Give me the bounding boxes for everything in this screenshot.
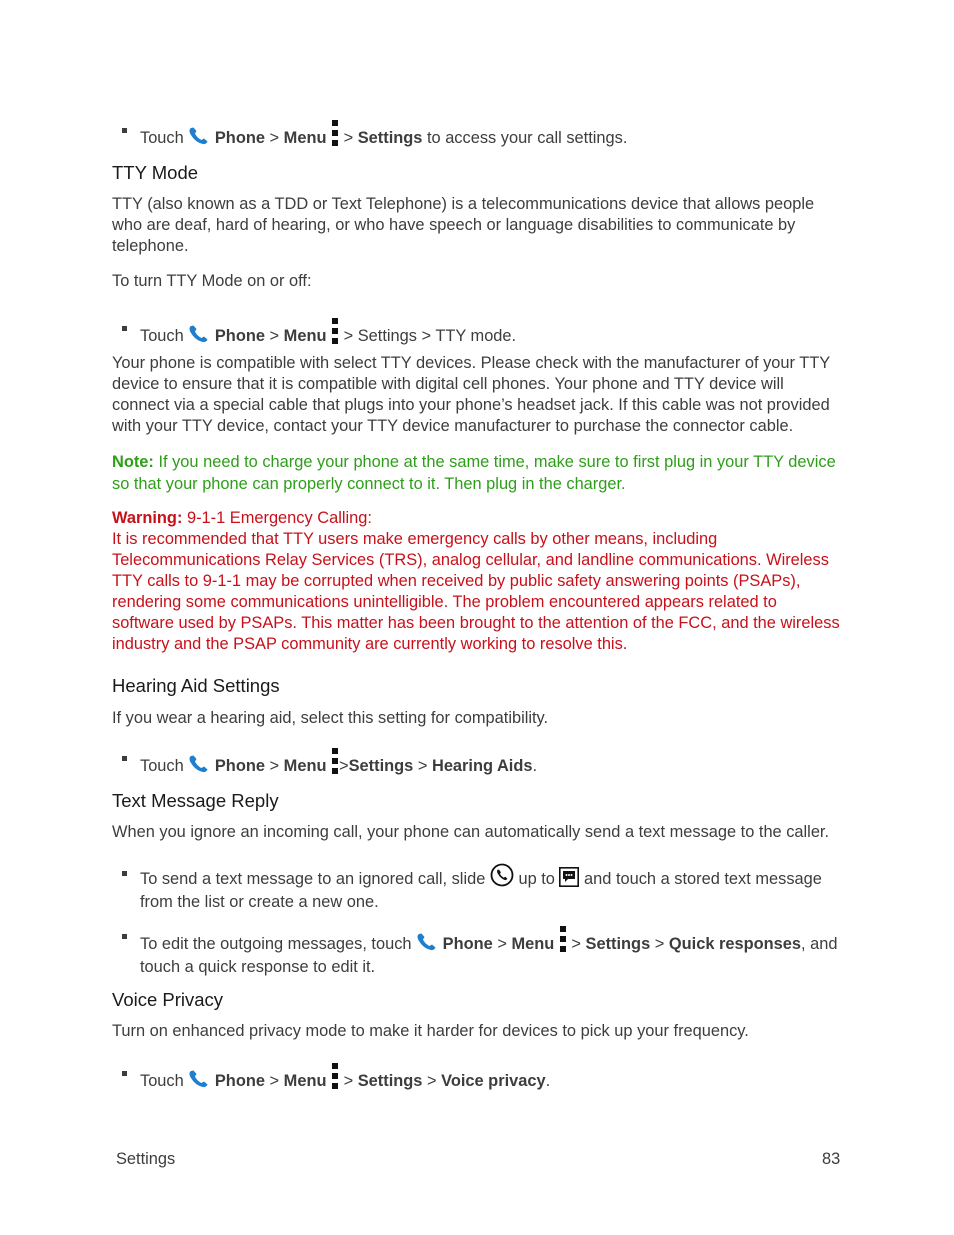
paragraph: To turn TTY Mode on or off: — [112, 272, 312, 290]
message-icon — [559, 867, 579, 892]
paragraph: If you wear a hearing aid, select this setting for compatibility. — [112, 709, 549, 727]
menu-icon — [331, 120, 339, 152]
menu-icon — [559, 926, 567, 957]
bullet-icon — [122, 934, 127, 939]
phone-icon — [188, 1069, 210, 1095]
section-heading-tty-mode: TTY Mode — [112, 162, 199, 183]
phone-icon — [188, 754, 210, 780]
menu-icon — [331, 1063, 339, 1095]
paragraph: TTY (also known as a TDD or Text Telephone) is a telecommunications device that allows people who are deaf, hard of hearing, or who have speech or language disabilities to communicate by telephone. — [112, 195, 815, 255]
paragraph: Turn on enhanced privacy mode to make it harder for devices to pick up your frequency. — [112, 1022, 749, 1040]
phone-icon — [188, 324, 210, 350]
footer-section-name: Settings — [116, 1150, 176, 1168]
section-heading-hearing-aid: Hearing Aid Settings — [112, 675, 280, 696]
page-number: 83 — [822, 1150, 841, 1168]
paragraph: Your phone is compatible with select TTY devices. Please check with the manufacturer of your TTY device to ensure that it is compatible with digital cell phones. Your phone and TTY device will connect via a special cable that plugs into your phone’s headset jack. If this cable was not provided with your TTY device, contact your TTY device manufacturer to purchase the connector cable. — [112, 354, 830, 435]
menu-icon — [331, 748, 339, 780]
bullet-icon — [122, 1071, 127, 1076]
section-heading-text-message-reply: Text Message Reply — [112, 790, 279, 811]
note-callout: Note: If you need to charge your phone at the same time, make sure to first plug in your TTY device so that your phone can properly connect to it. Then plug in the charger. — [112, 453, 836, 493]
paragraph: When you ignore an incoming call, your phone can automatically send a text message to the caller. — [112, 823, 830, 841]
bullet-icon — [122, 756, 127, 761]
phone-circle-icon — [490, 863, 514, 892]
menu-icon — [331, 318, 339, 350]
bullet-icon — [122, 326, 127, 331]
bullet-icon — [122, 871, 127, 876]
section-heading-voice-privacy: Voice Privacy — [112, 989, 224, 1010]
bullet-icon — [122, 128, 127, 133]
phone-icon — [188, 126, 210, 152]
warning-callout: Warning: 9-1-1 Emergency Calling: It is recommended that TTY users make emergency calls by other means, including Telecommunications Relay Services (TRS), analog cellular, and landline communications. Wireless TTY calls to 9-1-1 may be corrupted when received by public safety answering points (PSAPs), rendering some communications unintelligible. The problem encountered appears related to software used by PSAPs. This matter has been brought to the attention of the FCC, and the wireless industry and the PSAP community are currently working to resolve this. — [112, 509, 840, 653]
phone-icon — [416, 932, 438, 957]
